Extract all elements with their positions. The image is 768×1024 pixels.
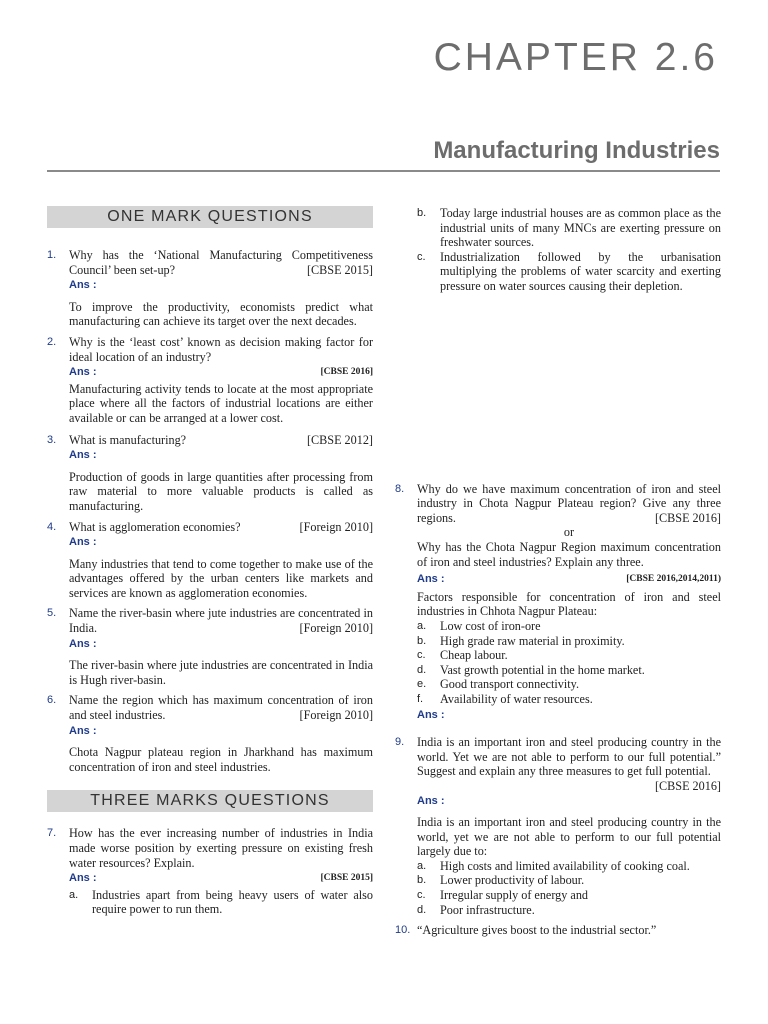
answer-item	[395, 250, 721, 294]
exam-tag: [CBSE 2016]	[654, 510, 721, 525]
item-text: Poor infrastructure.	[440, 902, 535, 917]
question-number: 10.	[395, 924, 411, 937]
answer-item	[395, 677, 721, 692]
question-7	[47, 826, 373, 870]
item-letter: a.	[69, 888, 79, 901]
question-number: 2.	[47, 335, 57, 348]
item-text: Low cost of iron-ore	[440, 618, 541, 633]
answer-label-row	[47, 278, 373, 293]
item-text: Lower productivity of labour.	[440, 873, 585, 888]
answer-label-row	[47, 724, 373, 739]
item-letter: c.	[417, 889, 426, 901]
item-text: Today large industrial houses are as common place as the industrial units of many MNCs are exerting pressure on freshwater sources.	[440, 206, 721, 250]
question-3	[47, 433, 373, 448]
question-number: 3.	[47, 433, 57, 446]
answer-label-row	[47, 365, 373, 380]
question-1	[47, 248, 373, 277]
item-text: High costs and limited availability of cooking coal.	[440, 858, 690, 873]
answer-label: Ans :	[417, 573, 445, 586]
answer-label-row	[395, 572, 721, 587]
question-number: 7.	[47, 827, 57, 840]
answer-label: Ans :	[69, 724, 97, 737]
answer-text: Production of goods in large quantities after processing from raw material to more valuable products is called as manufacturing.	[69, 469, 373, 513]
item-letter: c.	[417, 250, 426, 263]
item-text: Vast growth potential in the home market.	[440, 662, 645, 677]
item-letter: b.	[417, 207, 427, 219]
answer-label-row	[395, 708, 721, 723]
question-4	[47, 520, 373, 535]
exam-tag: [Foreign 2010]	[299, 621, 373, 636]
question-text: What is agglomeration economies?	[69, 519, 241, 534]
section-band-three-marks: THREE MARKS QUESTIONS	[47, 790, 373, 812]
answer-item	[395, 903, 721, 918]
answer-label: Ans :	[69, 536, 97, 549]
item-letter: b.	[417, 874, 427, 887]
question-number: 4.	[47, 520, 57, 533]
question-9	[395, 735, 721, 793]
answer-text: To improve the productivity, economists predict what manufacturing can achieve its target over the next decades.	[69, 299, 373, 329]
answer-label-row	[47, 448, 373, 463]
question-5	[47, 606, 373, 635]
answer-intro: India is an important iron and steel producing country in the world, yet we are not able to perform to our full potential largely due to:	[417, 815, 721, 859]
question-text: What is manufacturing?	[69, 432, 187, 447]
answer-text: Manufacturing activity tends to locate at the most appropriate place where all the factors of industrial locations are either available or can be arranged at a lower cost.	[69, 381, 373, 425]
answer-label: Ans :	[417, 709, 445, 722]
answer-text: Chota Nagpur plateau region in Jharkhand has maximum concentration of iron and steel industries.	[69, 745, 373, 774]
right-column	[395, 206, 721, 938]
answer-label-row	[47, 637, 373, 652]
question-number: 5.	[47, 607, 57, 620]
exam-tag: [Foreign 2010]	[299, 519, 373, 534]
header-divider	[47, 170, 720, 172]
exam-tag: [CBSE 2015]	[320, 873, 373, 884]
answer-label-row	[47, 871, 373, 886]
item-letter: e.	[417, 678, 427, 691]
question-number: 8.	[395, 482, 405, 495]
question-text: Why is the ‘least cost’ known as decision making factor for ideal location of an industry?	[69, 334, 373, 364]
answer-item	[395, 888, 721, 903]
item-letter: f.	[417, 692, 424, 705]
answer-item	[395, 663, 721, 678]
item-text: Good transport connectivity.	[440, 677, 579, 692]
question-number: 6.	[47, 694, 57, 707]
question-6	[47, 693, 373, 722]
question-text: Why has the ‘National Manufacturing Competitiveness Council’ been set-up?	[69, 248, 373, 277]
item-letter: c.	[417, 649, 426, 662]
item-text: Cheap labour.	[440, 648, 508, 663]
question-text: “Agriculture gives boost to the industrial sector.”	[417, 923, 657, 938]
item-text: Availability of water resources.	[440, 691, 593, 706]
answer-item	[47, 888, 373, 917]
question-10	[395, 923, 721, 938]
question-2	[47, 335, 373, 364]
answer-item	[395, 873, 721, 888]
item-letter: d.	[417, 903, 427, 916]
answer-label: Ans :	[69, 279, 97, 292]
exam-tag: [CBSE 2016]	[654, 778, 721, 793]
answer-item	[395, 634, 721, 649]
item-text: Industries apart from being heavy users of water also require power to run them.	[92, 887, 373, 917]
left-column	[47, 206, 373, 917]
answer-text: The river-basin where jute industries are concentrated in India is Hugh river-basin.	[69, 658, 373, 687]
question-number: 9.	[395, 736, 405, 749]
answer-label-row	[47, 535, 373, 550]
answer-intro: Factors responsible for concentration of iron and steel industries in Chhota Nagpur Plateau:	[417, 589, 721, 619]
question-text: Name the river-basin where jute industries are concentrated in India.	[69, 606, 373, 636]
answer-label: Ans :	[69, 637, 97, 650]
question-text: Why do we have maximum concentration of iron and steel industry in Chota Nagpur Plateau region? Give any three regions.	[417, 481, 721, 525]
answer-label-row	[395, 794, 721, 809]
answer-item	[395, 859, 721, 874]
answer-item	[395, 619, 721, 634]
item-text: Industrialization followed by the urbanisation multiplying the problems of water scarcity and exerting pressure on water sources causing their depletion.	[440, 249, 721, 293]
answer-label: Ans :	[69, 366, 97, 379]
exam-tag: [CBSE 2016,2014,2011)	[626, 574, 721, 585]
or-separator: or	[563, 525, 575, 540]
item-text: High grade raw material in proximity.	[440, 633, 625, 648]
item-letter: b.	[417, 634, 427, 647]
item-letter: d.	[417, 663, 427, 676]
question-text: India is an important iron and steel producing country in the world. Yet we are not able to perform to our full potential.” Suggest and explain any three measures to get full potential.	[417, 735, 721, 779]
exam-tag: [Foreign 2010]	[299, 708, 373, 723]
answer-item	[395, 692, 721, 707]
exam-tag: [CBSE 2015]	[306, 262, 373, 277]
question-text: How has the ever increasing number of industries in India made worse position by exerting pressure on existing fresh water resources? Explain.	[69, 826, 373, 870]
alternate-question: Why has the Chota Nagpur Region maximum concentration of iron and steel industries? Explain any three.	[417, 539, 721, 569]
question-text: Name the region which has maximum concentration of iron and steel industries.	[69, 693, 373, 723]
question-8	[395, 482, 721, 526]
chapter-heading: CHAPTER 2.6	[433, 36, 718, 79]
exam-tag: [CBSE 2016]	[320, 367, 373, 378]
chapter-title: Manufacturing Industries	[433, 137, 720, 164]
section-band-one-mark: ONE MARK QUESTIONS	[47, 206, 373, 228]
item-text: Irregular supply of energy and	[440, 888, 589, 902]
exam-tag: [CBSE 2012]	[306, 432, 373, 447]
answer-item	[395, 648, 721, 663]
question-number: 1.	[47, 249, 57, 261]
answer-label: Ans :	[69, 872, 97, 885]
answer-label: Ans :	[69, 449, 97, 462]
answer-item	[395, 206, 721, 250]
item-letter: a.	[417, 619, 427, 632]
item-letter: a.	[417, 859, 427, 872]
answer-label: Ans :	[417, 795, 445, 808]
answer-text: Many industries that tend to come together to make use of the advantages offered by the urban centers like markets and services are known as agglomeration economies.	[69, 556, 373, 600]
